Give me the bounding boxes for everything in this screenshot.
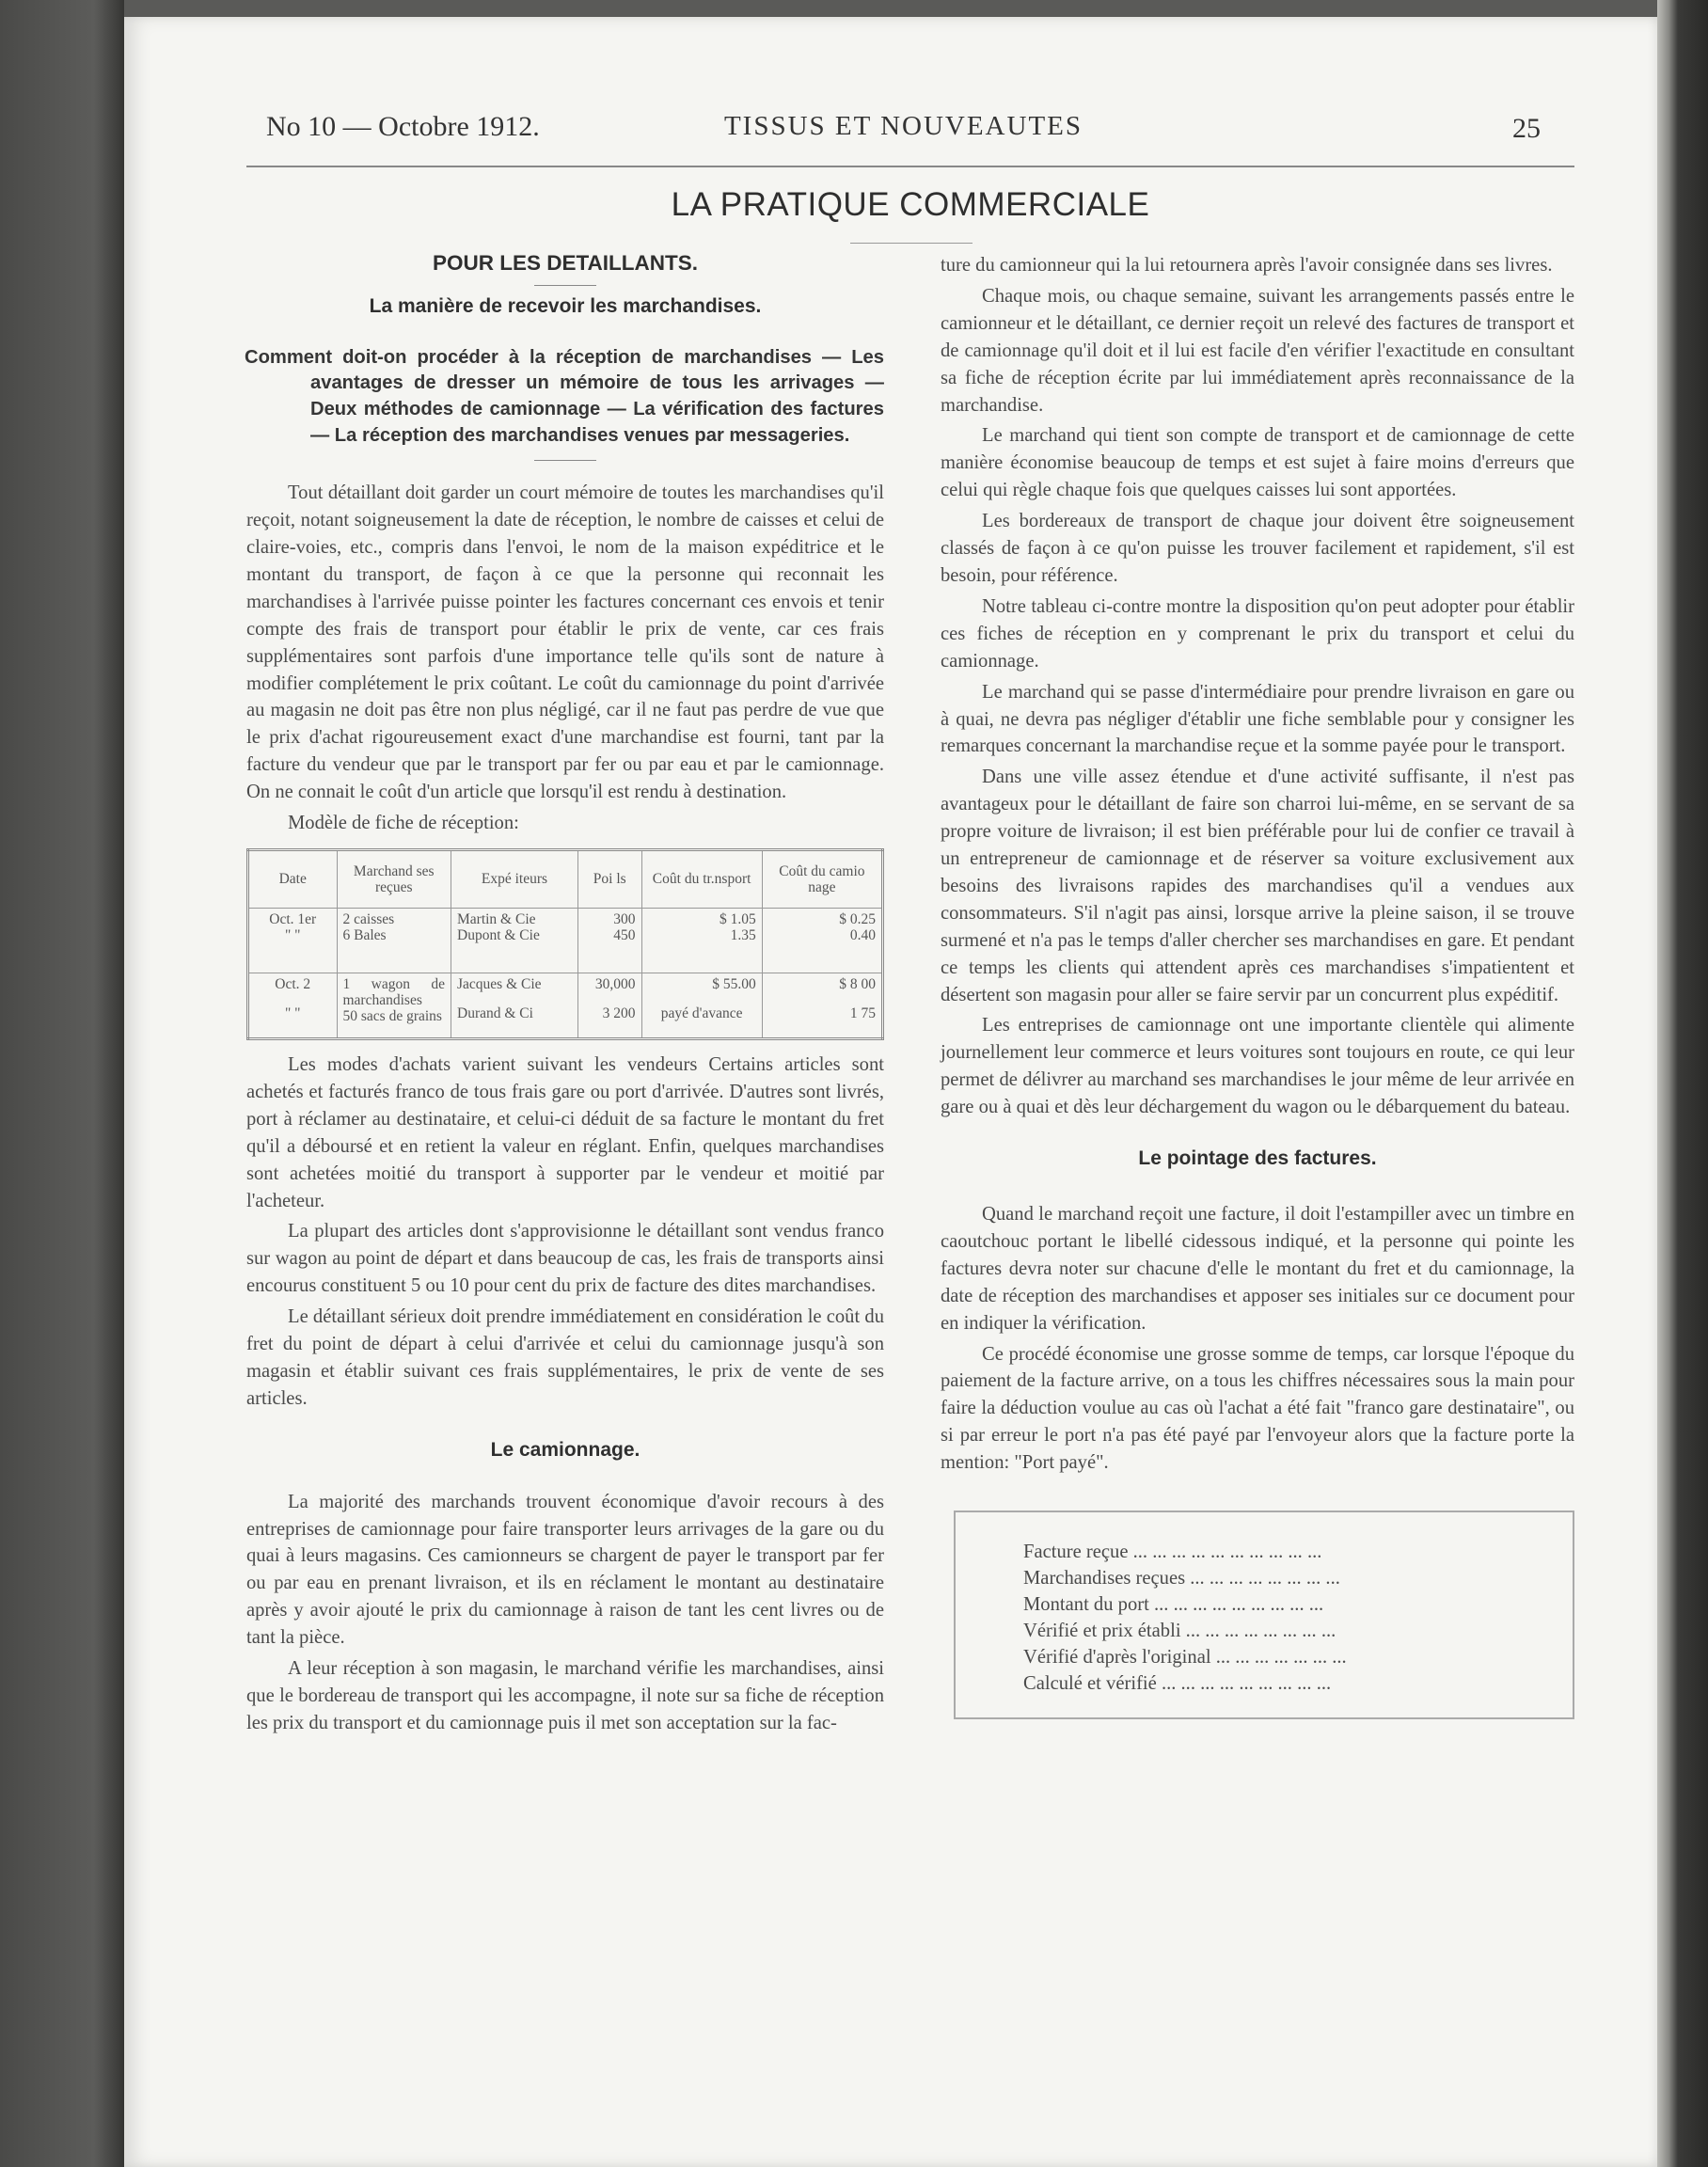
subtitle: La manière de recevoir les marchandises. [369, 294, 762, 317]
main-heading-rule [850, 243, 973, 244]
paragraph-bordereaux: Les bordereaux de transport de chaque jour doivent être soigneusement classés de façon à ce qu'on puisse les trouver facilement et rapidement, s'il est besoin, pour référence. [941, 511, 1574, 586]
paragraph-marchand: Le marchand qui tient son compte de transport et de camionnage de cette manière économise beaucoup de temps et est sujet à faire moins d'erreurs que celui qui règle chaque fois que quelques caisses lui sont apportées. [941, 425, 1574, 501]
heading-pointage: Le pointage des factures. [1138, 1147, 1377, 1170]
invoice-stamp-box [954, 1511, 1574, 1719]
cell-value: Oct. 1er [269, 910, 317, 927]
cell-camionnage [762, 908, 882, 973]
cell-value: Durand & Ci [457, 1004, 533, 1021]
cell-value: 300 [613, 910, 636, 927]
cell-value: Martin & Cie [457, 910, 536, 927]
paragraph-entreprises: Les entreprises de camionnage ont une importante clientèle qui alimente journellement leur commerce et leurs voitures sont toujours en route, ce qui leur permet de délivrer au marchand ses marchandises le jour même de leur arrivée en gare ou à quai et dès leur déchargement du wagon ou le débarquement du bateau. [941, 1015, 1574, 1118]
stamp-line: Vérifié d'après l'original ... ... ... ... ... ... ... [1023, 1647, 1347, 1669]
cell-value: 1.35 [730, 926, 756, 943]
section-rule [534, 285, 596, 286]
table-header: Coût du camio nage [762, 849, 882, 908]
cell-expediteurs [451, 908, 578, 973]
table-header: Marchand ses reçues [337, 849, 451, 908]
paragraph-ville: Dans une ville assez étendue et d'une activité suffisante, il n'est pas avantageux pour le détaillant de faire son charroi lui-même, en se servant de sa propre voiture de livraison; il est bien préférable pour lui de confier ce travail à un entrepreneur de camionnage et de réserver sa voiture exclusivement aux besoins des livraisons rapides des marchandises qu'il a vendues aux consommateurs. S'il n'agit pas ainsi, lorsque arrive la pleine saison, il se trouve surmené et n'a pas le temps d'aller chercher ses marchandises en gare. Et pendant ce temps les clients qui attendent après ces marchandises s'impatientent et désertent son magasin pour aller se faire servir par un concurrent plus expéditif. [941, 767, 1574, 1005]
cell-value: " " [284, 1004, 301, 1021]
cell-expediteurs [451, 973, 578, 1038]
paragraph-serieux: Le détaillant sérieux doit prendre immédiatement en considération le coût du fret du point de départ à celui d'arrivée et celui du camionnage jusqu'à son magasin et établir suivant ces frais supplémentaires, le prix de vente de ses articles. [246, 1306, 884, 1409]
stamp-line: Vérifié et prix établi ... ... ... ... ... ... ... ... [1023, 1621, 1336, 1642]
cell-marchandises [337, 973, 451, 1038]
paragraph-plupart: La plupart des articles dont s'approvisionne le détaillant sont vendus franco sur wagon au point de départ et dans beaucoup de cas, les frais de transports ainsi encourus constituent 5 ou 10 pour cent du prix de facture des dites marchandises. [246, 1221, 884, 1297]
cell-value: 30,000 [594, 975, 636, 992]
table-row [248, 908, 883, 973]
cell-value: 1 wagon de marchandises [342, 975, 445, 1008]
cell-value: 3 200 [602, 1004, 636, 1021]
cell-poids [578, 973, 642, 1038]
paragraph-quand: Quand le marchand reçoit une facture, il doit l'estampiller avec un timbre en caoutchouc portant le libellé cidessous indiqué, et la personne qui pointe les factures devra noter sur chacune d'elle le montant du fret et du camionnage, la date de réception des marchandises et apposer ses initiales sur ce document pour en indiquer la vérification. [941, 1204, 1574, 1334]
article-summary: Comment doit-on procéder à la réception de marchandises — Les avantages de dresser un mémoire de tous les arrivages — Deux méthodes de camionnage — La vérification des factures — La réception des marchandises venues par messageries. [245, 346, 884, 446]
summary-rule [534, 460, 596, 461]
cell-date [248, 908, 338, 973]
paragraph-intermediaire: Le marchand qui se passe d'intermédiaire pour prendre livraison en gare ou à quai, ne devra pas négliger d'établir une fiche semblable pour y consigner les remarques concernant la marchandise reçue et la somme payée pour le transport. [941, 681, 1574, 757]
table-header-row [248, 849, 883, 908]
cell-camionnage [762, 973, 882, 1038]
paragraph-majorite: La majorité des marchands trouvent économique d'avoir recours à des entreprises de camionnage pour faire transporter leurs arrivages de la gare ou du quai à leurs magasins. Ces camionneurs se chargent de payer le transport par fer ou par eau en prenant livraison, et ils en réclament le montant au destinataire après y avoir ajouté le prix du camionnage à raison de tant les cent livres ou de tant la pièce. [246, 1491, 884, 1649]
heading-camionnage: Le camionnage. [490, 1438, 640, 1461]
cell-value: 6 Bales [342, 926, 387, 943]
stamp-line: Marchandises reçues ... ... ... ... ... ... ... ... [1023, 1568, 1340, 1590]
section-title: POUR LES DETAILLANTS. [432, 251, 699, 275]
cell-value: 2 caisses [342, 910, 395, 927]
cell-transport [641, 973, 762, 1038]
journal-title: TISSUS ET NOUVEAUTES [723, 111, 1083, 141]
paragraph-procede: Ce procédé économise une grosse somme de temps, car lorsque l'époque du paiement de la facture arrive, on a tous les chiffres nécessaires sous la main pour faire la déduction voulue au cas où l'achat a été fait "franco gare destinataire", ou si par erreur le port n'a pas été payé par l'envoyeur alors que la facture porte la mention: "Port payé". [941, 1343, 1574, 1474]
header-rule [246, 166, 1574, 167]
table-header: Coût du tr.nsport [641, 849, 762, 908]
table-row [248, 973, 883, 1038]
main-heading: LA PRATIQUE COMMERCIALE [671, 186, 1150, 223]
cell-marchandises [337, 908, 451, 973]
cell-value: Dupont & Cie [457, 926, 540, 943]
binding-edge [1657, 0, 1708, 2167]
cell-value: 50 sacs de grains [342, 1007, 442, 1024]
cell-date [248, 973, 338, 1038]
paragraph-modes: Les modes d'achats varient suivant les vendeurs Certains articles sont achetés et facturés franco de tous frais gare ou port d'arrivée. D'autres sont livrés, port à réclamer au destinataire, et celui-ci déduit de sa facture le montant du fret qu'il a déboursé et en retient la valeur en réglant. Enfin, quelques marchandises sont achetées moitié du transport à supporter par le vendeur et moitié par l'acheteur. [246, 1053, 884, 1211]
reception-form-table [246, 848, 884, 1040]
paragraph-chaque: Chaque mois, ou chaque semaine, suivant les arrangements passés entre le camionneur et le détaillant, ce dernier reçoit un relevé des factures de transport et de camionnage qu'il doit et il lui est facile d'en vérifier l'exactitude en consultant sa fiche de réception écrite par lui immédiatement après reconnaissance de la marchandise. [941, 285, 1574, 416]
page-number: 25 [1512, 113, 1541, 144]
paragraph-tableau: Notre tableau ci-contre montre la disposition qu'on peut adopter pour établir ces fiches de réception en y comprenant le prix du transport et celui du camionnage. [941, 595, 1574, 672]
issue-date: No 10 — Octobre 1912. [266, 111, 540, 142]
table-header: Poi ls [578, 849, 642, 908]
left-column [246, 250, 884, 1737]
stamp-line: Calculé et vérifié ... ... ... ... ... ... ... ... ... [1023, 1673, 1332, 1695]
cell-value: $ 1.05 [720, 910, 756, 927]
cell-value: " " [284, 926, 301, 943]
running-header [266, 111, 1541, 152]
cell-value: 1 75 [849, 1004, 876, 1021]
stamp-line: Montant du port ... ... ... ... ... ... ... ... ... [1023, 1594, 1324, 1616]
paragraph-reception: A leur réception à son magasin, le marchand vérifie les marchandises, ainsi que le bordereau de transport qui les accompagne, il note sur sa fiche de réception les prix du transport et du camionnage puis il met son acceptation sur la fac- [246, 1658, 884, 1733]
cell-value: $ 55.00 [712, 975, 756, 992]
cell-value: Jacques & Cie [457, 975, 542, 992]
cell-value: 0.40 [849, 926, 876, 943]
paragraph-intro: Tout détaillant doit garder un court mémoire de toutes les marchandises qu'il reçoit, notant soigneusement la date de réception, le nombre de caisses et celui de claire-voies, etc., compris dans l'envoi, le nom de la maison expéditrice et le montant du transport, de façon à ce que la personne qui reconnait les marchandises à l'arrivée puisse pointer les factures concernant ces envois et tenir compte des frais de transport pour établir le prix de vente, car ces frais supplémentaires sont parfois d'une importance telle qu'ils sont de nature à modifier complétement le prix coûtant. Le coût du camionnage du point d'arrivée au magasin ne doit pas être non plus négligé, car il ne faut pas perdre de vue que le prix d'achat rigoureusement exact d'une marchandise est fourni, tant par la facture du vendeur que par le transport par fer ou par eau et par le camionnage. On ne connait le coût d'un article que lorsqu'il est rendu à destination. [246, 482, 884, 803]
table-header: Date [248, 849, 338, 908]
page-top-edge [124, 0, 1657, 17]
cell-value: $ 0.25 [839, 910, 876, 927]
table-header: Expé iteurs [451, 849, 578, 908]
paragraph-continuation: ture du camionneur qui la lui retournera après l'avoir consignée dans ses livres. [941, 255, 1553, 276]
table-caption: Modèle de fiche de réception: [288, 813, 519, 834]
cell-value: 450 [613, 926, 636, 943]
right-column [941, 252, 1574, 1719]
cell-value: $ 8 00 [839, 975, 876, 992]
cell-transport [641, 908, 762, 973]
stamp-line: Facture reçue ... ... ... ... ... ... ... ... ... ... [1023, 1542, 1322, 1563]
cell-value: Oct. 2 [275, 975, 311, 992]
cell-poids [578, 908, 642, 973]
cell-value: payé d'avance [660, 1004, 743, 1021]
